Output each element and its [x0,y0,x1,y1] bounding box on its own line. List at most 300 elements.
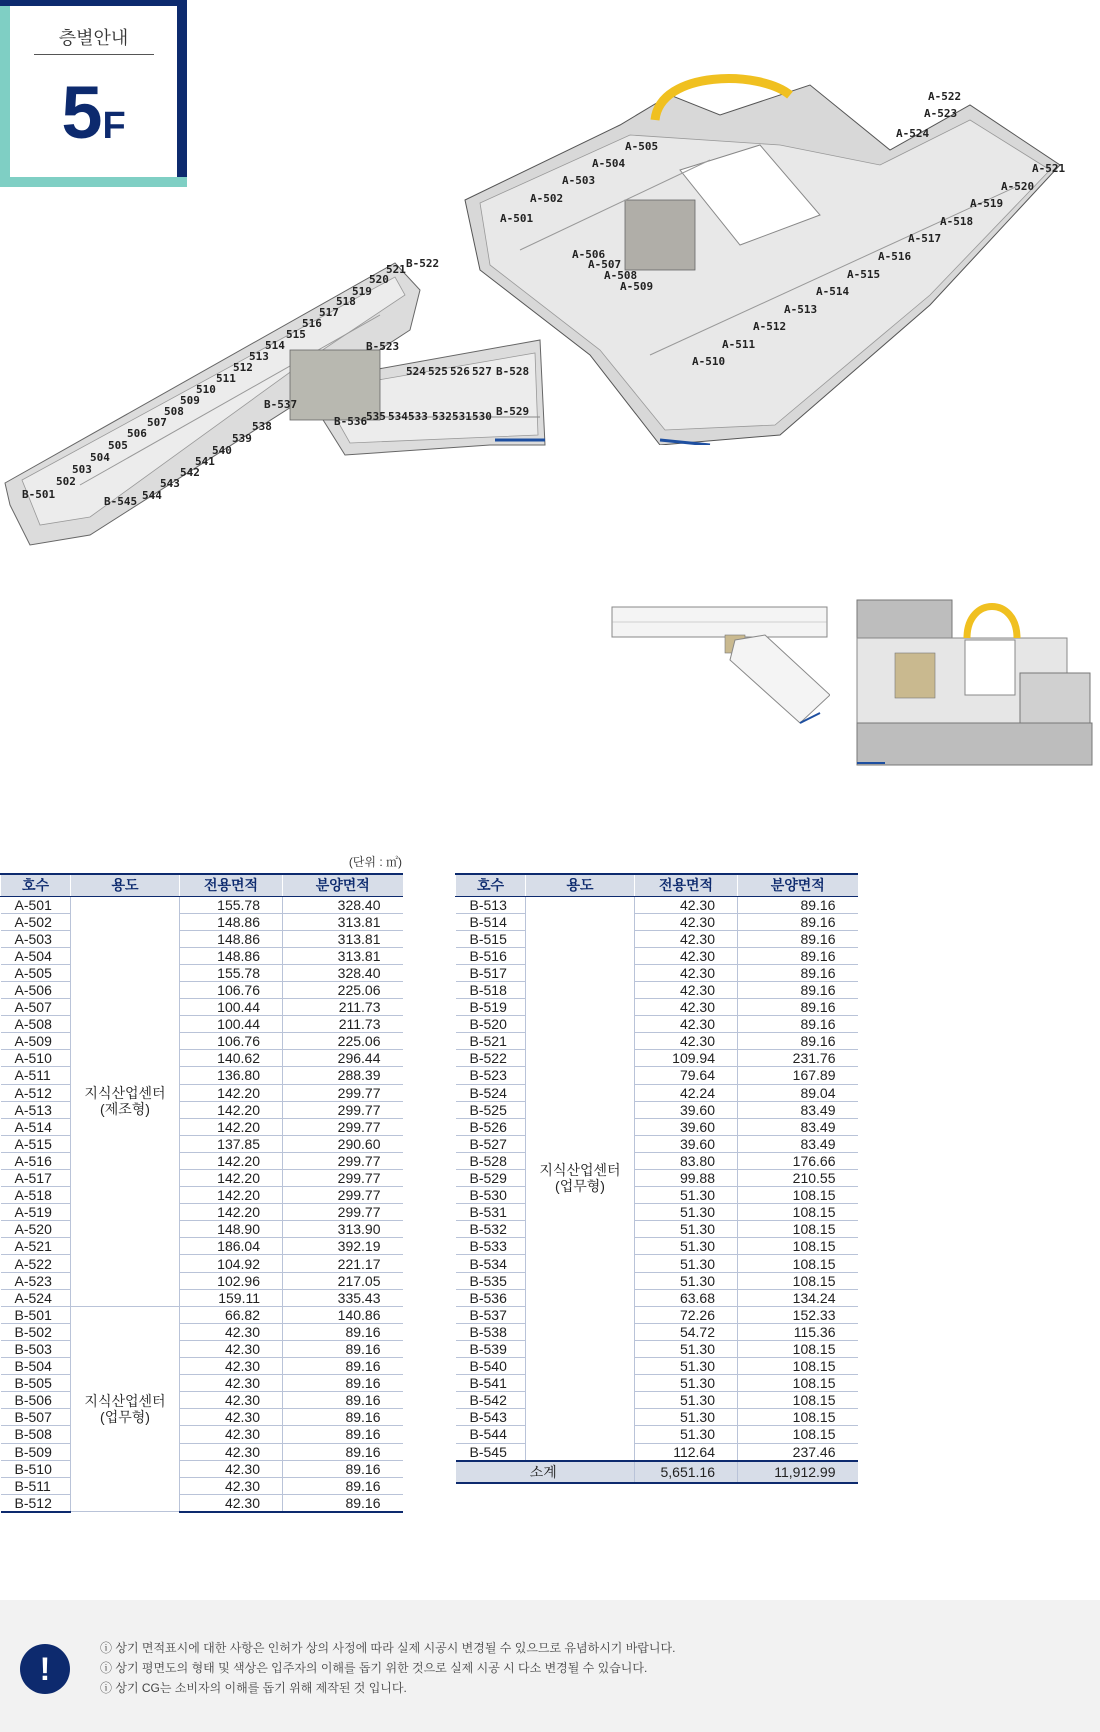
b-unit-label: 510 [196,383,216,396]
cell-sale-area: 83.49 [738,1135,858,1152]
cell-sale-area: 89.16 [738,964,858,981]
table-row [456,1238,858,1255]
cell-unit: B-511 [1,1477,71,1494]
cell-exclusive-area: 42.30 [180,1426,283,1443]
table-header-row [456,874,858,896]
b-unit-label: 521 [386,263,406,276]
b-unit-label: 509 [180,394,200,407]
cell-unit: B-518 [456,981,526,998]
cell-sale-area: 89.16 [738,981,858,998]
col-header-sale-area: 분양면적 [738,874,858,896]
cell-sale-area: 115.36 [738,1323,858,1340]
info-marker-icon: ⓘ [100,1661,113,1675]
floor-badge [0,0,187,187]
cell-exclusive-area: 42.30 [180,1340,283,1357]
cell-exclusive-area: 42.30 [180,1375,283,1392]
b-unit-label: 504 [90,451,110,464]
cell-sale-area: 392.19 [283,1238,403,1255]
use-line: 지식산업센터 [84,1393,166,1410]
table-row [1,1238,403,1255]
a-unit-label: A-516 [878,250,912,263]
cell-exclusive-area: 104.92 [180,1255,283,1272]
cell-unit: B-521 [456,1033,526,1050]
cell-exclusive-area: 142.20 [180,1118,283,1135]
a-unit-label: A-510 [692,355,726,368]
notice-panel [0,1600,1100,1732]
table-row [1,913,403,930]
notice-text: 상기 평면도의 형태 및 색상은 입주자의 이해를 돕기 위한 것으로 실제 시공 시 다소 변경될 수 있습니다. [115,1661,648,1675]
table-row [1,1255,403,1272]
cell-sale-area: 89.16 [738,1016,858,1033]
cell-unit: B-510 [1,1460,71,1477]
b-unit-label: 539 [232,432,252,445]
cell-unit: B-540 [456,1358,526,1375]
cell-sale-area: 299.77 [283,1084,403,1101]
b-unit-label: 533 [408,410,428,423]
table-row [456,913,858,930]
table-row [456,1187,858,1204]
cell-unit: A-509 [1,1033,71,1050]
building-a-drawing [460,55,1100,445]
cell-sale-area: 288.39 [283,1067,403,1084]
table-row [456,947,858,964]
table-row [456,930,858,947]
keymap-a-drawing [855,598,1095,768]
cell-sale-area: 89.16 [283,1375,403,1392]
cell-unit: B-508 [1,1426,71,1443]
table-row [456,1255,858,1272]
cell-unit: B-520 [456,1016,526,1033]
use-line: 지식산업센터 [539,1162,621,1178]
b-unit-label: 530 [472,410,492,423]
a-unit-label: A-521 [1032,162,1066,175]
cell-exclusive-area: 102.96 [180,1272,283,1289]
cell-exclusive-area: 42.30 [635,1016,738,1033]
a-unit-label: A-504 [592,157,626,170]
cell-unit: B-513 [456,896,526,913]
cell-unit: A-519 [1,1204,71,1221]
cell-exclusive-area: 42.30 [180,1443,283,1460]
b-unit-label: 506 [127,427,147,440]
cell-exclusive-area: 51.30 [635,1187,738,1204]
table-row [1,1477,403,1494]
cell-sale-area: 328.40 [283,896,403,913]
cell-unit: A-503 [1,930,71,947]
table-row [456,1084,858,1101]
info-marker-icon: ⓘ [100,1641,113,1655]
a-unit-label: A-505 [625,140,659,153]
cell-unit: B-507 [1,1409,71,1426]
b-unit-label: 513 [249,350,269,363]
cell-sale-area: 108.15 [738,1204,858,1221]
table-row [456,1323,858,1340]
table-row [1,1170,403,1187]
cell-unit: A-508 [1,1016,71,1033]
cell-unit: B-526 [456,1118,526,1135]
notice-line [100,1678,675,1698]
table-row [456,1033,858,1050]
cell-sale-area: 299.77 [283,1118,403,1135]
cell-sale-area: 299.77 [283,1101,403,1118]
b-unit-label: 507 [147,416,167,429]
cell-unit: A-523 [1,1272,71,1289]
table-row [1,1306,403,1323]
cell-exclusive-area: 155.78 [180,964,283,981]
notice-text: 상기 면적표시에 대한 사항은 인허가 상의 사정에 따라 실제 시공시 변경될 수 있으므로 유념하시기 바랍니다. [115,1641,676,1655]
cell-sale-area: 299.77 [283,1187,403,1204]
cell-unit: B-525 [456,1101,526,1118]
cell-unit: A-513 [1,1101,71,1118]
table-row [1,1323,403,1340]
table-row [1,1443,403,1460]
a-unit-label: A-515 [847,268,881,281]
table-row [1,1204,403,1221]
cell-unit: B-535 [456,1272,526,1289]
b-unit-label: 534 [388,410,408,423]
cell-exclusive-area: 51.30 [635,1392,738,1409]
col-header-exclusive-area: 전용면적 [180,874,283,896]
table-row [1,1135,403,1152]
cell-sale-area: 210.55 [738,1170,858,1187]
cell-exclusive-area: 186.04 [180,1238,283,1255]
a-unit-label: A-507 [588,258,622,271]
cell-unit: B-522 [456,1050,526,1067]
b-unit-label: 524 [406,365,426,378]
cell-use [526,896,635,1461]
cell-exclusive-area: 148.86 [180,913,283,930]
cell-exclusive-area: 159.11 [180,1289,283,1306]
cell-sale-area: 89.16 [283,1477,403,1494]
cell-unit: A-514 [1,1118,71,1135]
cell-unit: B-506 [1,1392,71,1409]
table-row [456,1204,858,1221]
cell-unit: B-533 [456,1238,526,1255]
cell-unit: B-509 [1,1443,71,1460]
cell-unit: B-542 [456,1392,526,1409]
cell-exclusive-area: 39.60 [635,1118,738,1135]
b-unit-label: B-536 [334,415,368,428]
b-unit-label: B-523 [366,340,400,353]
cell-sale-area: 89.16 [283,1460,403,1477]
table-row [456,1050,858,1067]
cell-sale-area: 134.24 [738,1289,858,1306]
cell-sale-area: 290.60 [283,1135,403,1152]
table-row [1,1272,403,1289]
cell-sale-area: 313.81 [283,947,403,964]
cell-sale-area: 89.16 [738,930,858,947]
col-header-use: 용도 [71,874,180,896]
cell-unit: B-503 [1,1340,71,1357]
keymap-b-drawing [610,605,830,725]
b-unit-label: 542 [180,466,200,479]
cell-exclusive-area: 51.30 [635,1255,738,1272]
cell-exclusive-area: 51.30 [635,1238,738,1255]
a-unit-label: A-513 [784,303,818,316]
cell-unit: B-541 [456,1375,526,1392]
cell-exclusive-area: 42.30 [180,1358,283,1375]
cell-unit: B-515 [456,930,526,947]
cell-unit: B-544 [456,1426,526,1443]
table-header-row [1,874,403,896]
table-row [1,1340,403,1357]
floor-number [0,70,187,155]
cell-exclusive-area: 42.30 [180,1494,283,1512]
cell-exclusive-area: 42.30 [635,981,738,998]
cell-sale-area: 313.90 [283,1221,403,1238]
table-row [1,1494,403,1512]
cell-unit: B-529 [456,1170,526,1187]
cell-sale-area: 89.16 [283,1426,403,1443]
a-unit-label: A-506 [572,248,606,261]
b-unit-label: 515 [286,328,306,341]
cell-sale-area: 89.16 [283,1443,403,1460]
cell-sale-area: 89.16 [283,1392,403,1409]
b-unit-label: 532 [432,410,452,423]
cell-use [71,1306,180,1512]
cell-exclusive-area: 51.30 [635,1358,738,1375]
b-unit-label: 512 [233,361,253,374]
a-unit-label: A-508 [604,269,638,282]
cell-exclusive-area: 66.82 [180,1306,283,1323]
cell-unit: A-516 [1,1152,71,1169]
cell-sale-area: 89.16 [283,1323,403,1340]
cell-sale-area: 89.16 [738,913,858,930]
cell-sale-area: 176.66 [738,1152,858,1169]
b-unit-label: 511 [216,372,236,385]
cell-unit: B-502 [1,1323,71,1340]
total-exclusive-area: 5,651.16 [635,1461,738,1483]
col-header-exclusive-area: 전용면적 [635,874,738,896]
cell-unit: A-517 [1,1170,71,1187]
cell-sale-area: 237.46 [738,1443,858,1461]
cell-sale-area: 211.73 [283,999,403,1016]
cell-unit: B-531 [456,1204,526,1221]
a-unit-label: A-523 [924,107,958,120]
b-unit-label: B-529 [496,405,530,418]
b-unit-label: 508 [164,405,184,418]
table-row [1,999,403,1016]
cell-sale-area: 140.86 [283,1306,403,1323]
a-unit-label: A-514 [816,285,850,298]
b-unit-label: 527 [472,365,492,378]
cell-exclusive-area: 106.76 [180,981,283,998]
cell-unit: A-520 [1,1221,71,1238]
table-row [456,1067,858,1084]
b-unit-label: 543 [160,477,180,490]
col-header-unit: 호수 [456,874,526,896]
table-row [1,930,403,947]
table-row [1,1067,403,1084]
table-row [1,947,403,964]
cell-sale-area: 299.77 [283,1170,403,1187]
cell-sale-area: 225.06 [283,981,403,998]
cell-exclusive-area: 83.80 [635,1152,738,1169]
info-marker-icon: ⓘ [100,1681,113,1695]
cell-exclusive-area: 148.86 [180,947,283,964]
cell-sale-area: 299.77 [283,1152,403,1169]
cell-unit: B-512 [1,1494,71,1512]
a-unit-label: A-522 [928,90,962,103]
cell-sale-area: 89.16 [283,1494,403,1512]
a-unit-label: A-502 [530,192,564,205]
cell-unit: B-545 [456,1443,526,1461]
cell-sale-area: 313.81 [283,930,403,947]
table-row [1,981,403,998]
keymap-building-b [610,605,830,725]
table-row [456,1101,858,1118]
table-row [1,896,403,913]
cell-sale-area: 335.43 [283,1289,403,1306]
cell-unit: B-527 [456,1135,526,1152]
notice-line [100,1638,675,1658]
cell-unit: B-505 [1,1375,71,1392]
cell-unit: A-522 [1,1255,71,1272]
cell-sale-area: 83.49 [738,1101,858,1118]
b-unit-label: 517 [319,306,339,319]
cell-exclusive-area: 137.85 [180,1135,283,1152]
floor-number-suffix: F [102,105,126,147]
total-sale-area: 11,912.99 [738,1461,858,1483]
cell-exclusive-area: 100.44 [180,1016,283,1033]
b-unit-label: 531 [452,410,472,423]
cell-exclusive-area: 51.30 [635,1272,738,1289]
notice-text: 상기 CG는 소비자의 이해를 돕기 위해 제작된 것 입니다. [115,1681,407,1695]
cell-sale-area: 152.33 [738,1306,858,1323]
b-unit-label: 503 [72,463,92,476]
cell-unit: B-517 [456,964,526,981]
cell-sale-area: 89.16 [738,896,858,913]
cell-exclusive-area: 42.30 [635,913,738,930]
cell-sale-area: 83.49 [738,1118,858,1135]
cell-exclusive-area: 51.30 [635,1409,738,1426]
total-label: 소계 [456,1461,635,1483]
cell-sale-area: 328.40 [283,964,403,981]
badge-divider [34,54,154,55]
area-table-right [455,873,858,1484]
notice-lines [100,1638,675,1698]
cell-unit: B-504 [1,1358,71,1375]
table-row [456,1426,858,1443]
use-line: (업무형) [100,1409,150,1426]
table-row [456,981,858,998]
table-row [456,999,858,1016]
badge-accent [0,0,187,6]
exclamation-icon: ! [20,1644,70,1694]
cell-use [71,896,180,1306]
a-unit-label: A-511 [722,338,756,351]
cell-exclusive-area: 51.30 [635,1204,738,1221]
table-row [456,1392,858,1409]
cell-unit: B-543 [456,1409,526,1426]
cell-unit: B-528 [456,1152,526,1169]
a-unit-label: A-519 [970,197,1004,210]
cell-sale-area: 108.15 [738,1272,858,1289]
b-unit-label: 538 [252,420,272,433]
cell-exclusive-area: 51.30 [635,1340,738,1357]
cell-exclusive-area: 39.60 [635,1135,738,1152]
b-unit-label: 520 [369,273,389,286]
cell-unit: B-538 [456,1323,526,1340]
cell-exclusive-area: 42.30 [635,930,738,947]
cell-exclusive-area: 54.72 [635,1323,738,1340]
col-header-unit: 호수 [1,874,71,896]
unit-note: (단위 : ㎡) [348,855,402,869]
cell-exclusive-area: 42.30 [635,999,738,1016]
use-line: (업무형) [555,1178,605,1194]
cell-sale-area: 89.16 [738,1033,858,1050]
table-row [456,1016,858,1033]
cell-unit: A-506 [1,981,71,998]
table-row [1,1152,403,1169]
cell-exclusive-area: 155.78 [180,896,283,913]
floor-plan-building-a [460,55,1100,445]
b-unit-label: B-545 [104,495,138,508]
table-row [456,1135,858,1152]
cell-unit: A-515 [1,1135,71,1152]
cell-unit: B-501 [1,1306,71,1323]
table-row [1,1118,403,1135]
cell-unit: B-532 [456,1221,526,1238]
cell-unit: B-534 [456,1255,526,1272]
cell-sale-area: 108.15 [738,1187,858,1204]
cell-exclusive-area: 112.64 [635,1443,738,1461]
cell-exclusive-area: 100.44 [180,999,283,1016]
b-unit-label: 525 [428,365,448,378]
b-unit-label: B-501 [22,488,56,501]
cell-sale-area: 221.17 [283,1255,403,1272]
total-row [456,1461,858,1483]
table-row [456,1409,858,1426]
a-unit-label: A-520 [1001,180,1035,193]
table-row [456,896,858,913]
cell-unit: B-536 [456,1289,526,1306]
cell-unit: B-516 [456,947,526,964]
area-table-left [0,873,403,1513]
table-row [456,1221,858,1238]
cell-unit: A-511 [1,1067,71,1084]
cell-unit: A-512 [1,1084,71,1101]
a-unit-label: A-501 [500,212,534,225]
cell-exclusive-area: 106.76 [180,1033,283,1050]
col-header-sale-area: 분양면적 [283,874,403,896]
cell-exclusive-area: 51.30 [635,1221,738,1238]
b-unit-label: 526 [450,365,470,378]
cell-sale-area: 89.16 [738,947,858,964]
cell-exclusive-area: 142.20 [180,1204,283,1221]
cell-sale-area: 89.16 [283,1358,403,1375]
cell-exclusive-area: 136.80 [180,1067,283,1084]
cell-sale-area: 108.15 [738,1358,858,1375]
cell-unit: B-539 [456,1340,526,1357]
cell-sale-area: 108.15 [738,1426,858,1443]
cell-exclusive-area: 42.24 [635,1084,738,1101]
cell-exclusive-area: 142.20 [180,1170,283,1187]
cell-sale-area: 217.05 [283,1272,403,1289]
cell-exclusive-area: 63.68 [635,1289,738,1306]
cell-exclusive-area: 42.30 [180,1392,283,1409]
cell-unit: B-524 [456,1084,526,1101]
table-row [1,1187,403,1204]
cell-exclusive-area: 51.30 [635,1375,738,1392]
table-row [1,1289,403,1306]
a-unit-label: A-512 [753,320,787,333]
cell-exclusive-area: 142.20 [180,1084,283,1101]
table-row [1,1358,403,1375]
b-unit-label: 518 [336,295,356,308]
cell-exclusive-area: 39.60 [635,1101,738,1118]
cell-exclusive-area: 42.30 [180,1323,283,1340]
cell-unit: A-510 [1,1050,71,1067]
